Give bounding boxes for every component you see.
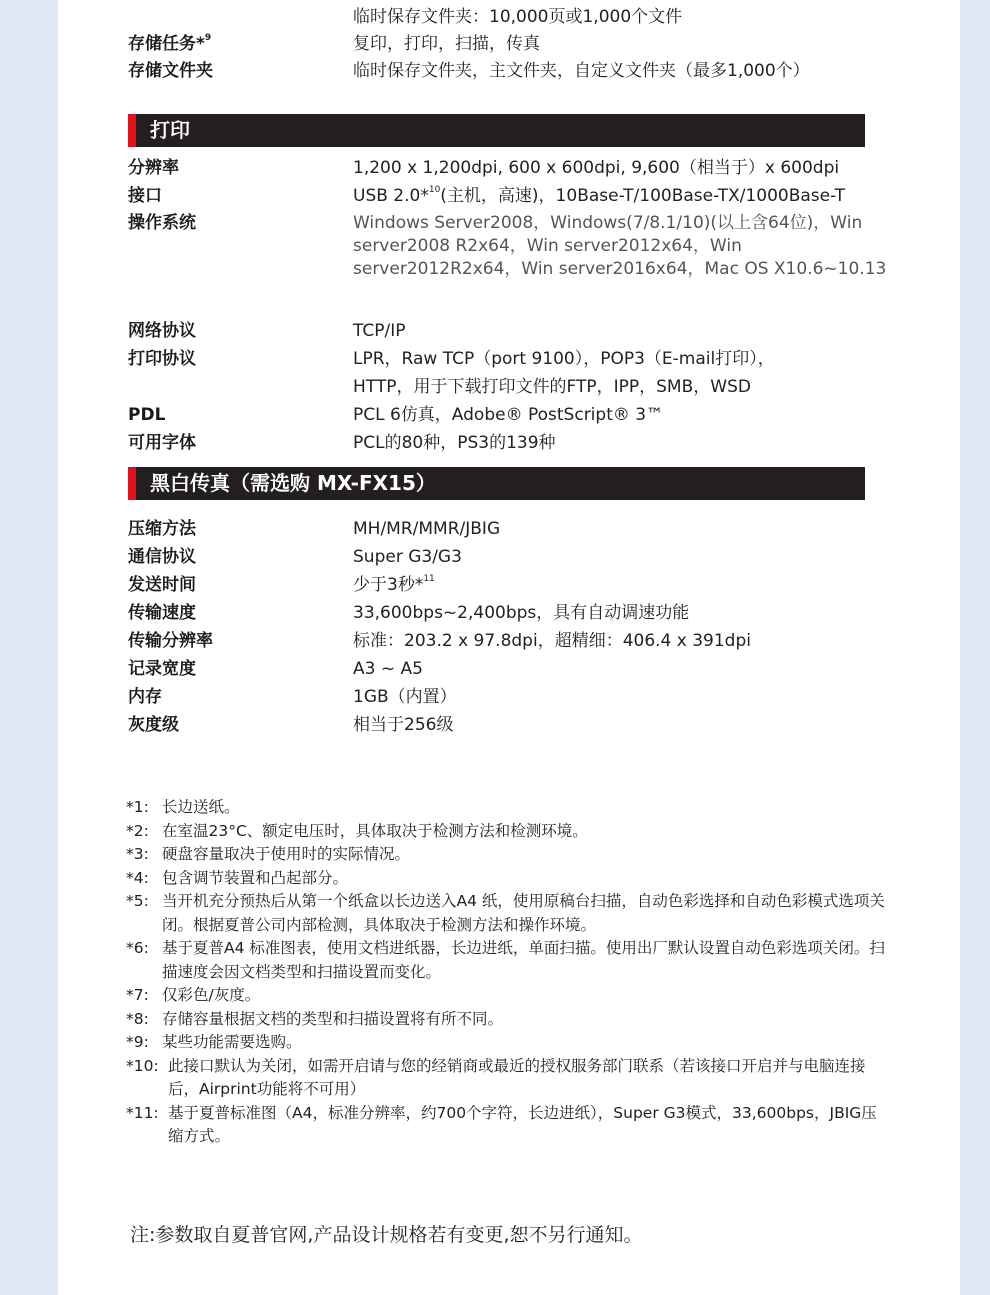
spec-value: PCL 6仿真，Adobe® PostScript® 3™ <box>353 405 664 425</box>
spec-label: 接口 <box>128 186 162 206</box>
footnote: *8: 存储容量根据文档的类型和扫描设置将有所不同。 <box>126 1009 504 1028</box>
spec-label: 通信协议 <box>128 547 196 567</box>
spec-label: 压缩方法 <box>128 519 196 539</box>
spec-label: 存储文件夹 <box>128 61 213 81</box>
footnote: *4: 包含调节装置和凸起部分。 <box>126 868 349 887</box>
spec-label: 传输分辨率 <box>128 631 213 651</box>
footnote: *10: 此接口默认为关闭，如需开启请与您的经销商或最近的授权服务部门联系（若该接口开启并与电脑连接后，Airprint功能将不可用） <box>126 1056 866 1098</box>
footnote: *7: 仅彩色/灰度。 <box>126 986 261 1004</box>
spec-value: 相当于256级 <box>353 715 454 735</box>
spec-value: 临时保存文件夹：10,000页或1,000个文件 <box>353 7 683 27</box>
spec-label: 网络协议 <box>128 321 196 341</box>
spec-label: 发送时间 <box>128 575 196 595</box>
spec-value: 复印，打印，扫描，传真 <box>353 34 540 54</box>
section-header-fax: 黑白传真（需选购 MX-FX15） <box>128 467 865 500</box>
footnote: *5: 当开机充分预热后从第一个纸盒以长边送入A4 纸，使用原稿台扫描，自动色彩选择和自动色彩模式选项关闭。根据夏普公司内部检测，具体取决于检测方法和操作环境。 <box>126 892 885 934</box>
spec-value: Windows Server2008，Windows(7/8.1/10)(以上含64位)，Win server2008 R2x64，Win server2012x64，Win server2012R2x64，Win server2016x64，Mac OS X10.6~10.13 <box>353 213 887 279</box>
spec-label: PDL <box>128 405 166 425</box>
spec-value: A3 ~ A5 <box>353 659 423 679</box>
spec-value: Super G3/G3 <box>353 547 462 567</box>
section-header-print: 打印 <box>128 114 865 147</box>
spec-label: 传输速度 <box>128 603 196 623</box>
spec-value: 少于3秒*$^{11}$ <box>353 574 435 595</box>
spec-value: 标准：203.2 x 97.8dpi，超精细：406.4 x 391dpi <box>353 631 751 651</box>
footnote: *11: 基于夏普标准图（A4，标准分辨率，约700个字符，长边进纸），Super G3模式，33,600bps，JBIG压缩方式。 <box>126 1103 877 1145</box>
footnote: *6: 基于夏普A4 标准图表，使用文档进纸器，长边进纸，单面扫描。使用出厂默认设置自动色彩选项关闭。扫描速度会因文档类型和扫描设置而变化。 <box>126 939 885 981</box>
footnotes <box>126 796 886 1149</box>
spec-value: 33,600bps~2,400bps，具有自动调速功能 <box>353 603 690 623</box>
footnote: *1: 长边送纸。 <box>126 798 240 816</box>
spec-value: 临时保存文件夹，主文件夹，自定义文件夹（最多1,000个） <box>353 61 810 81</box>
spec-label: 灰度级 <box>128 715 179 735</box>
spec-value: 1GB（内置） <box>353 687 457 707</box>
spec-value: MH/MR/MMR/JBIG <box>353 519 501 539</box>
footnote: *2: 在室温23°C、额定电压时，具体取决于检测方法和检测环境。 <box>126 821 588 840</box>
spec-value: LPR，Raw TCP（port 9100），POP3（E-mail打印），HTTP，用于下载打印文件的FTP，IPP，SMB，WSD <box>353 349 775 397</box>
spec-label: 内存 <box>128 687 162 707</box>
footnote: *9: 某些功能需要选购。 <box>126 1033 302 1051</box>
spec-label: 打印协议 <box>128 349 196 369</box>
spec-label: 分辨率 <box>128 158 179 178</box>
footnote: *3: 硬盘容量取决于使用时的实际情况。 <box>126 845 411 863</box>
spec-value: TCP/IP <box>353 321 406 341</box>
spec-label: 存储任务*$^9$ <box>128 33 212 54</box>
spec-value: 1,200 x 1,200dpi, 600 x 600dpi, 9,600（相当于）x 600dpi <box>353 158 840 178</box>
spec-value: USB 2.0*$^{10}$(主机，高速)，10Base-T/100Base-TX/1000Base-T <box>353 185 846 206</box>
spec-label: 记录宽度 <box>128 659 196 679</box>
spec-value: PCL的80种，PS3的139种 <box>353 433 556 453</box>
spec-label: 操作系统 <box>128 213 196 233</box>
spec-sheet <box>58 0 960 1295</box>
disclaimer: 注:参数取自夏普官网,产品设计规格若有变更,恕不另行通知。 <box>130 1224 643 1246</box>
spec-label: 可用字体 <box>128 433 196 453</box>
